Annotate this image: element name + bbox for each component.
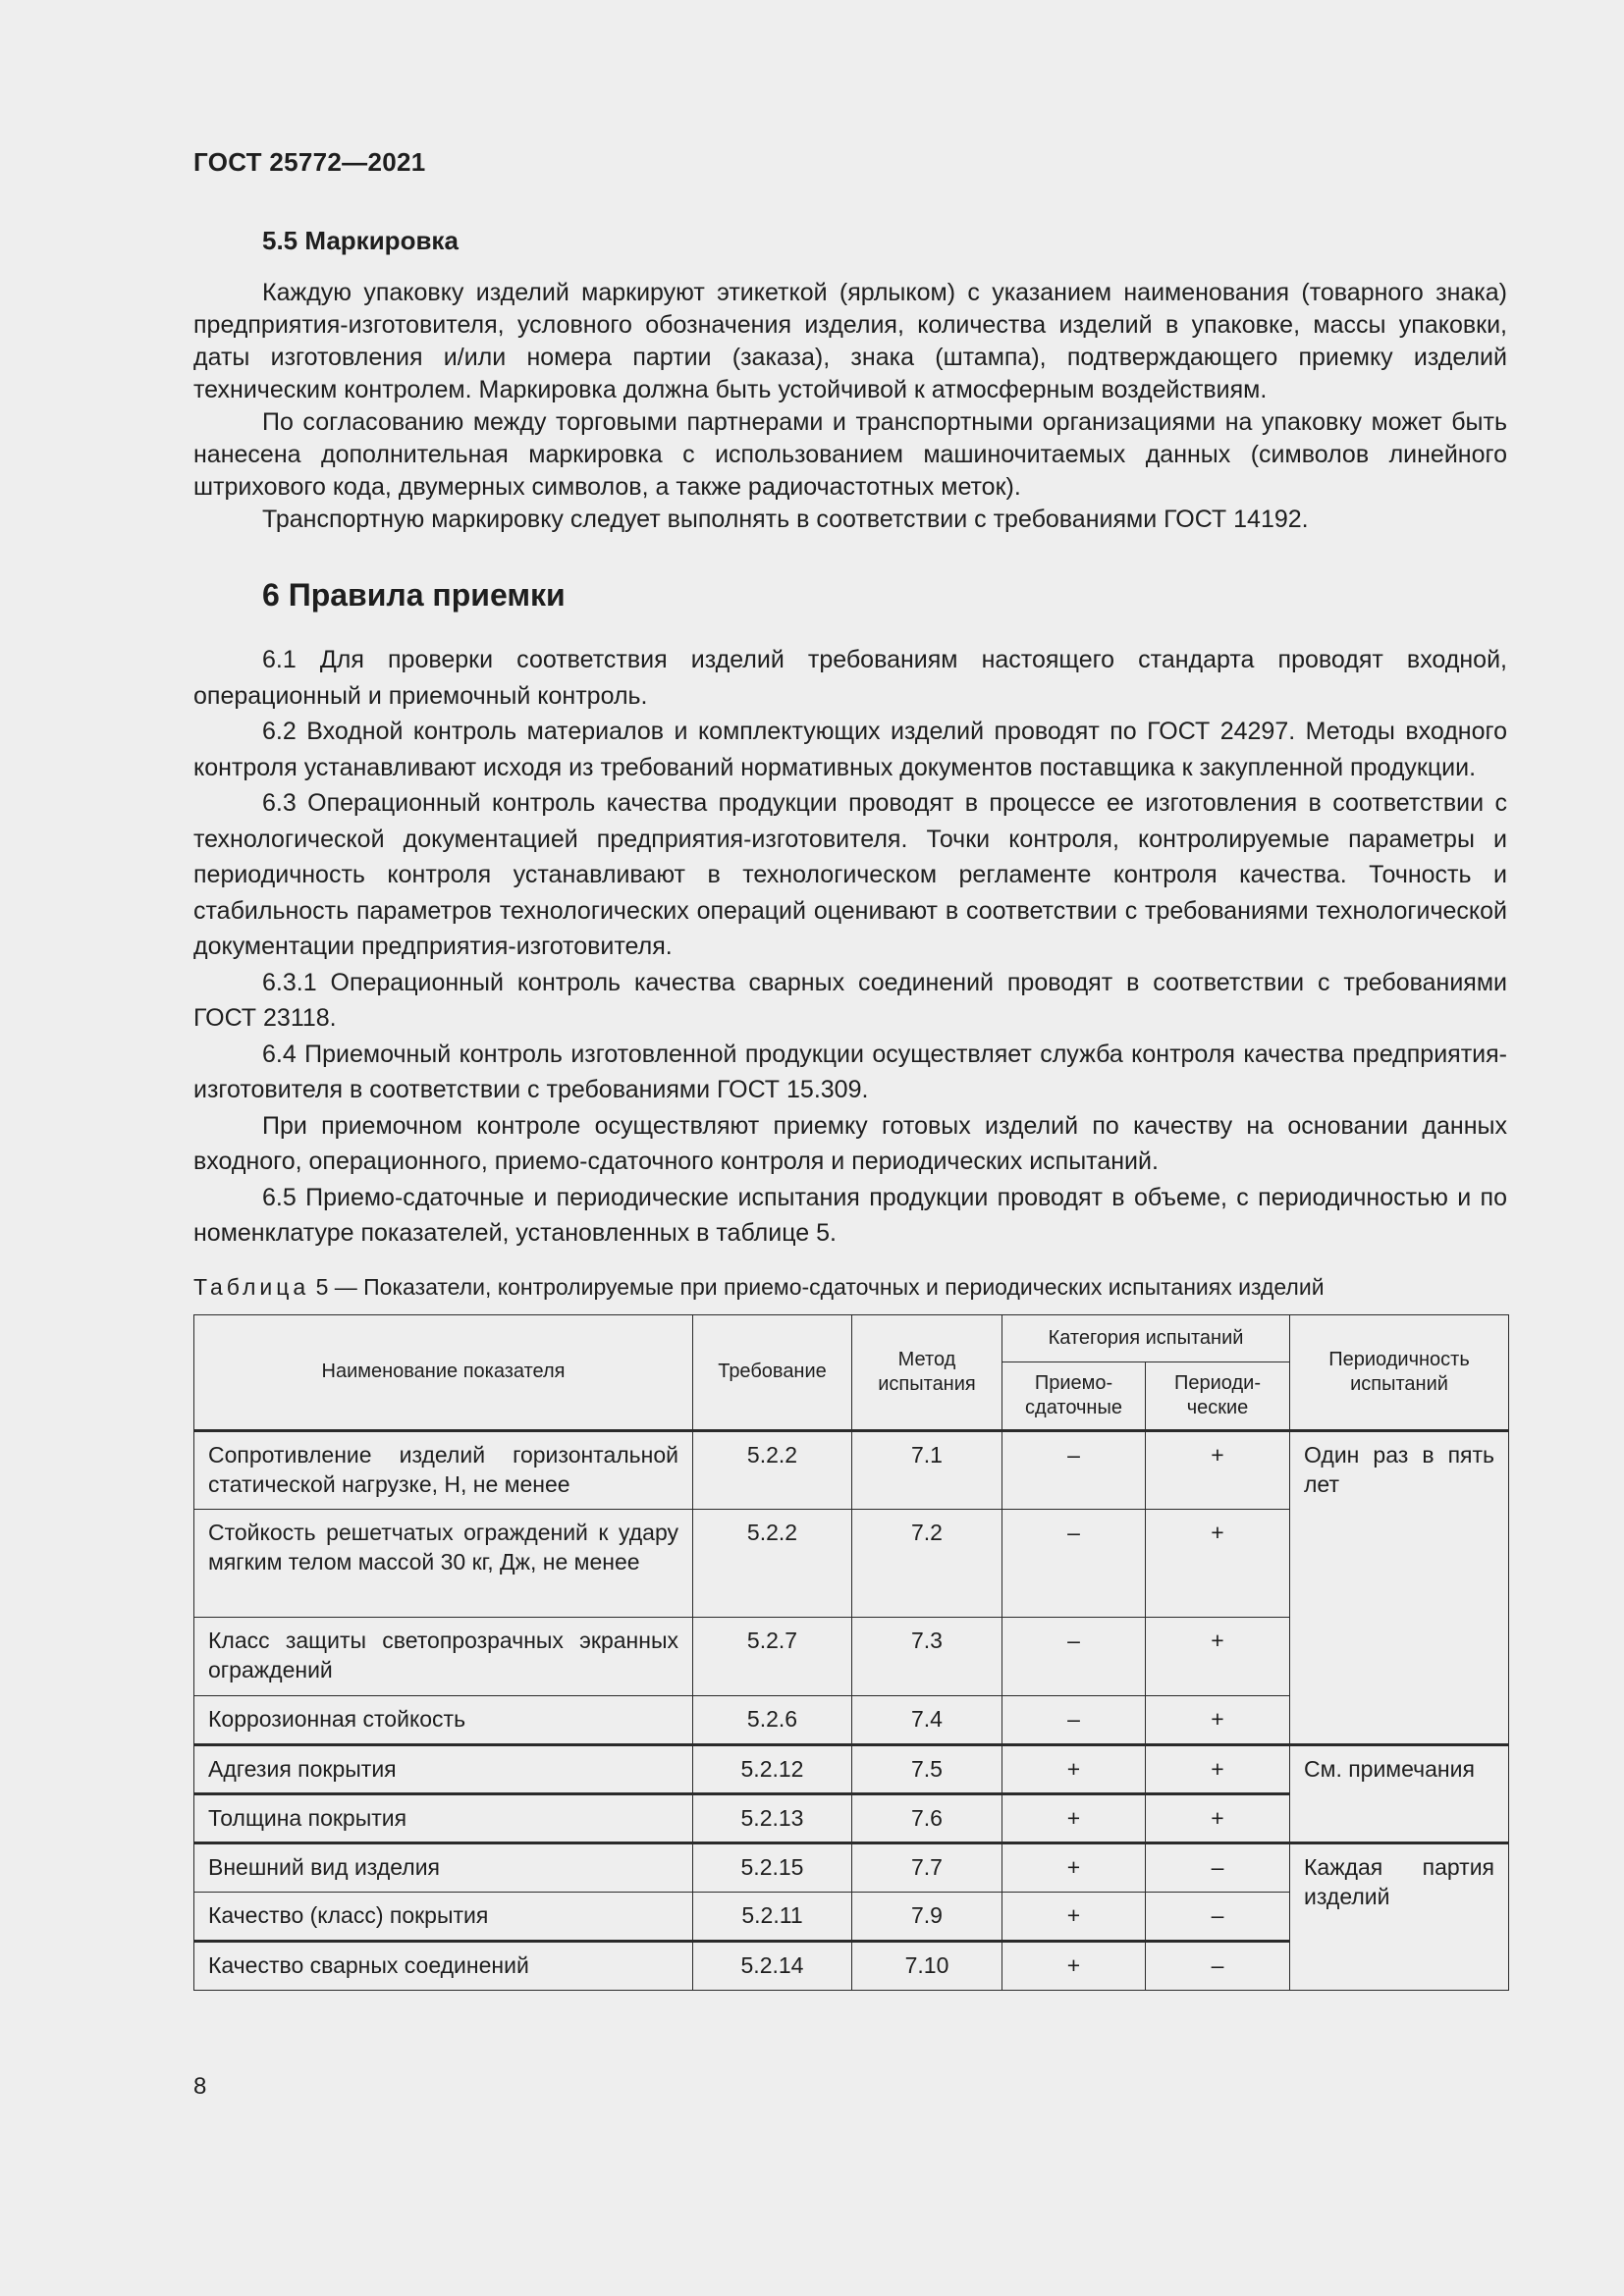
cell-requirement: 5.2.11 xyxy=(693,1892,852,1941)
cell-method: 7.2 xyxy=(852,1509,1002,1617)
paragraph: 6.3 Операционный контроль качества продукции проводят в процессе ее изготовления в соответствии с технологической документацией предприятия-изготовителя. Точки контроля, контролируемые параметры и периодичность контроля устанавливают в технологическом регламенте контроля качества. Точность и стабильность параметров технологических операций оценивают в соответствии с требованиями технологической документации предприятия-изготовителя. xyxy=(193,789,1507,960)
cell-method: 7.3 xyxy=(852,1617,1002,1695)
cell-periodic: + xyxy=(1146,1793,1290,1842)
subsection-title-5-5: 5.5 Маркировка xyxy=(262,226,459,255)
paragraph: Каждую упаковку изделий маркируют этикеткой (ярлыком) с указанием наименования (товарного знака) предприятия-изготовителя, условного обозначения изделия, количества изделий в упаковке, массы упаковки, даты изготовления и/или номера партии (заказа), знака (штампа), подтверждающего приемку изделий техническим контролем. Маркировка должна быть устойчивой к атмосферным воздействиям. xyxy=(193,279,1507,403)
cell-method: 7.5 xyxy=(852,1744,1002,1793)
cell-acceptance: – xyxy=(1002,1430,1146,1509)
paragraph: 6.5 Приемо-сдаточные и периодические испытания продукции проводят в объеме, с периодичностью и по номенклатуре показателей, установленных в таблице 5. xyxy=(193,1183,1507,1247)
header-name: Наименование показателя xyxy=(194,1314,693,1430)
cell-name: Качество (класс) покрытия xyxy=(194,1892,693,1941)
paragraph: 6.4 Приемочный контроль изготовленной продукции осуществляет служба контроля качества предприятия-изготовителя в соответствии с требованиями ГОСТ 15.309. xyxy=(193,1040,1507,1103)
table-row xyxy=(194,1842,1509,1892)
document-code: ГОСТ 25772—2021 xyxy=(193,147,426,177)
cell-requirement: 5.2.6 xyxy=(693,1695,852,1744)
paragraph: 6.3.1 Операционный контроль качества сварных соединений проводят в соответствии с требованиями ГОСТ 23118. xyxy=(193,968,1507,1032)
cell-name: Качество сварных соединений xyxy=(194,1941,693,1990)
cell-name: Толщина покрытия xyxy=(194,1793,693,1842)
cell-periodic: – xyxy=(1146,1842,1290,1892)
cell-periodic: + xyxy=(1146,1695,1290,1744)
cell-periodicity: Один раз в пять лет xyxy=(1290,1430,1509,1744)
header-periodicity: Периодичность испытаний xyxy=(1290,1314,1509,1430)
cell-periodic: + xyxy=(1146,1430,1290,1509)
header-requirement: Требование xyxy=(693,1314,852,1430)
table-caption-prefix: Таблица xyxy=(193,1273,310,1300)
page-number: 8 xyxy=(193,2073,207,2100)
cell-requirement: 5.2.2 xyxy=(693,1430,852,1509)
cell-method: 7.7 xyxy=(852,1842,1002,1892)
cell-name: Сопротивление изделий горизонтальной статической нагрузке, Н, не менее xyxy=(194,1430,693,1509)
cell-requirement: 5.2.15 xyxy=(693,1842,852,1892)
paragraph: При приемочном контроле осуществляют приемку готовых изделий по качеству на основании данных входного, операционного, приемо-сдаточного контроля и периодических испытаний. xyxy=(193,1111,1507,1175)
cell-requirement: 5.2.2 xyxy=(693,1509,852,1617)
cell-acceptance: + xyxy=(1002,1941,1146,1990)
cell-periodicity: См. примечания xyxy=(1290,1744,1509,1842)
cell-periodic: + xyxy=(1146,1744,1290,1793)
header-method: Метод испытания xyxy=(852,1314,1002,1430)
cell-method: 7.10 xyxy=(852,1941,1002,1990)
cell-name: Внешний вид изделия xyxy=(194,1842,693,1892)
cell-name: Класс защиты светопрозрачных экранных ограждений xyxy=(194,1617,693,1695)
paragraph: 6.2 Входной контроль материалов и комплектующих изделий проводят по ГОСТ 24297. Методы входного контроля устанавливают исходя из требований нормативных документов поставщика к закупленной продукции. xyxy=(193,718,1507,781)
cell-acceptance: + xyxy=(1002,1793,1146,1842)
page-content xyxy=(193,224,1507,1991)
cell-method: 7.6 xyxy=(852,1793,1002,1842)
cell-acceptance: + xyxy=(1002,1842,1146,1892)
cell-name: Стойкость решетчатых ограждений к удару мягким телом массой 30 кг, Дж, не менее xyxy=(194,1509,693,1617)
cell-method: 7.1 xyxy=(852,1430,1002,1509)
table-row xyxy=(194,1430,1509,1509)
cell-acceptance: – xyxy=(1002,1695,1146,1744)
section-title-6: 6 Правила приемки xyxy=(262,577,566,613)
cell-periodicity: Каждая партия изделий xyxy=(1290,1842,1509,1990)
cell-requirement: 5.2.7 xyxy=(693,1617,852,1695)
cell-periodic: + xyxy=(1146,1509,1290,1617)
cell-method: 7.4 xyxy=(852,1695,1002,1744)
table-caption xyxy=(193,1273,1507,1301)
table-caption-text: 5 — Показатели, контролируемые при приемо-сдаточных и периодических испытаниях изделий xyxy=(309,1273,1325,1300)
cell-acceptance: – xyxy=(1002,1509,1146,1617)
cell-method: 7.9 xyxy=(852,1892,1002,1941)
cell-periodic: – xyxy=(1146,1941,1290,1990)
paragraph: Транспортную маркировку следует выполнять в соответствии с требованиями ГОСТ 14192. xyxy=(262,506,1309,533)
paragraph: По согласованию между торговыми партнерами и транспортными организациями на упаковку может быть нанесена дополнительная маркировка с использованием машиночитаемых данных (символов линейного штрихового кода, двумерных символов, а также радиочастотных меток). xyxy=(193,408,1507,501)
cell-name: Адгезия покрытия xyxy=(194,1744,693,1793)
table-5 xyxy=(193,1314,1509,1991)
cell-acceptance: + xyxy=(1002,1744,1146,1793)
table-row xyxy=(194,1744,1509,1793)
cell-acceptance: – xyxy=(1002,1617,1146,1695)
cell-requirement: 5.2.13 xyxy=(693,1793,852,1842)
cell-name: Коррозионная стойкость xyxy=(194,1695,693,1744)
header-acceptance: Приемо-сдаточные xyxy=(1002,1362,1146,1430)
header-periodic: Периоди-ческие xyxy=(1146,1362,1290,1430)
cell-periodic: – xyxy=(1146,1892,1290,1941)
cell-periodic: + xyxy=(1146,1617,1290,1695)
header-category: Категория испытаний xyxy=(1002,1314,1290,1362)
cell-requirement: 5.2.12 xyxy=(693,1744,852,1793)
paragraph: 6.1 Для проверки соответствия изделий требованиям настоящего стандарта проводят входной, операционный и приемочный контроль. xyxy=(193,646,1507,710)
cell-requirement: 5.2.14 xyxy=(693,1941,852,1990)
cell-acceptance: + xyxy=(1002,1892,1146,1941)
